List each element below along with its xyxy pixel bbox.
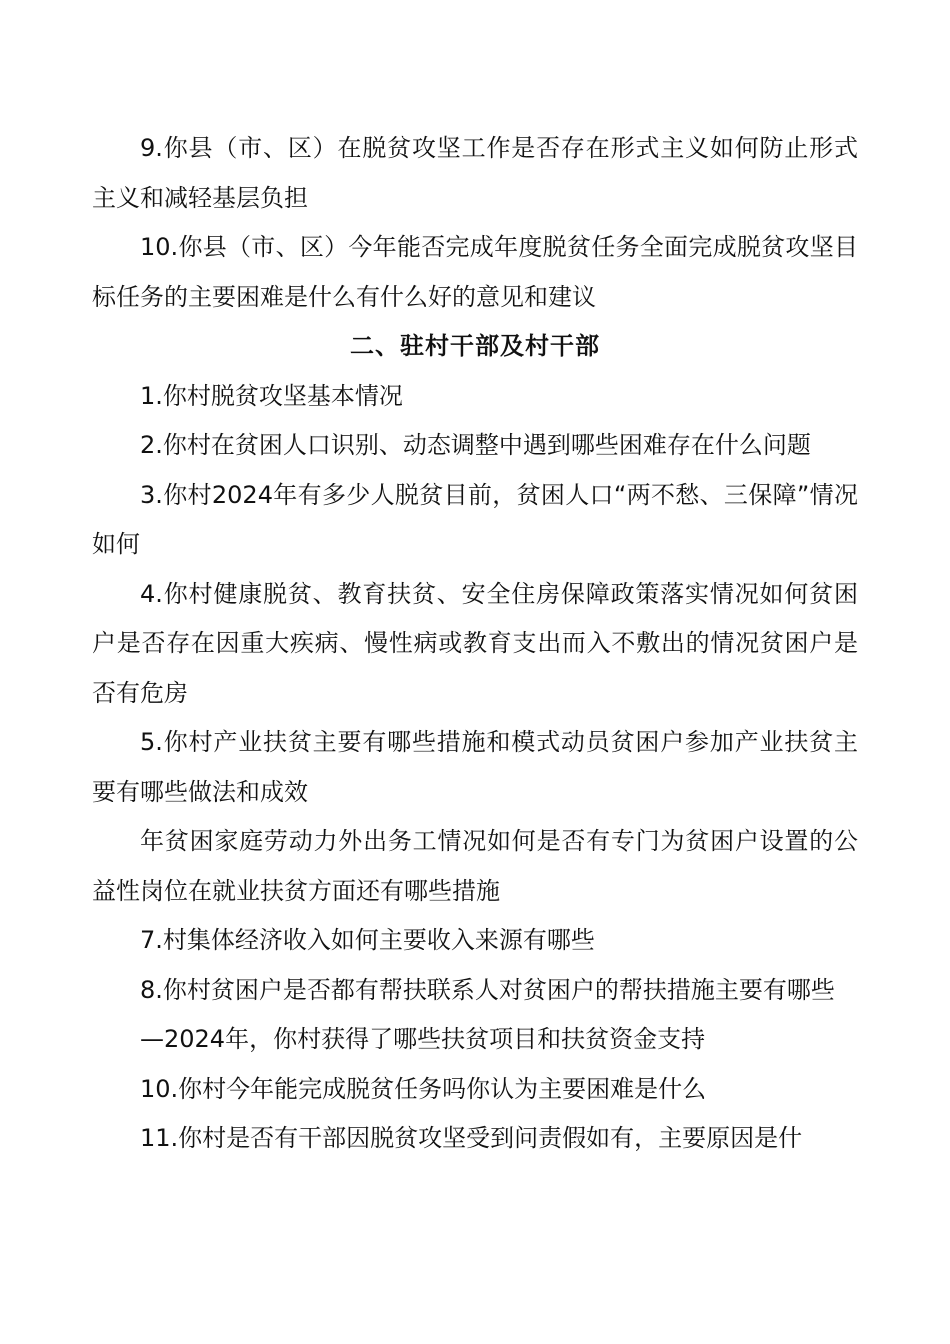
paragraph-village-6: 年贫困家庭劳动力外出务工情况如何是否有专门为贫困户设置的公益性岗位在就业扶贫方面还有哪些措施 <box>92 827 858 905</box>
paragraph-village-7: 7.村集体经济收入如何主要收入来源有哪些 <box>140 926 595 954</box>
section-heading: 二、驻村干部及村干部 <box>350 332 600 360</box>
paragraph-village-8: 8.你村贫困户是否都有帮扶联系人对贫困户的帮扶措施主要有哪些 <box>140 975 835 1004</box>
paragraph-county-9: 9.你县（市、区）在脱贫攻坚工作是否存在形式主义如何防止形式主义和减轻基层负担 <box>92 134 858 212</box>
paragraph-village-9: —2024年，你村获得了哪些扶贫项目和扶贫资金支持 <box>140 1025 706 1053</box>
paragraph-village-11: 11.你村是否有干部因脱贫攻坚受到问责假如有，主要原因是什 <box>140 1124 803 1152</box>
paragraph-village-5: 5.你村产业扶贫主要有哪些措施和模式动员贫困户参加产业扶贫主要有哪些做法和成效 <box>92 728 858 806</box>
paragraph-village-3: 3.你村2024年有多少人脱贫目前，贫困人口“两不愁、三保障”情况如何 <box>92 480 858 558</box>
paragraph-village-1: 1.你村脱贫攻坚基本情况 <box>140 381 403 410</box>
paragraph-county-10: 10.你县（市、区）今年能否完成年度脱贫任务全面完成脱贫攻坚目标任务的主要困难是什么有什么好的意见和建议 <box>92 233 858 311</box>
paragraph-village-4: 4.你村健康脱贫、教育扶贫、安全住房保障政策落实情况如何贫困户是否存在因重大疾病、慢性病或教育支出而入不敷出的情况贫困户是否有危房 <box>92 579 858 707</box>
document-body <box>92 124 858 1164</box>
paragraph-village-2: 2.你村在贫困人口识别、动态调整中遇到哪些困难存在什么问题 <box>140 431 811 459</box>
paragraph-village-10: 10.你村今年能完成脱贫任务吗你认为主要困难是什么 <box>140 1074 707 1103</box>
